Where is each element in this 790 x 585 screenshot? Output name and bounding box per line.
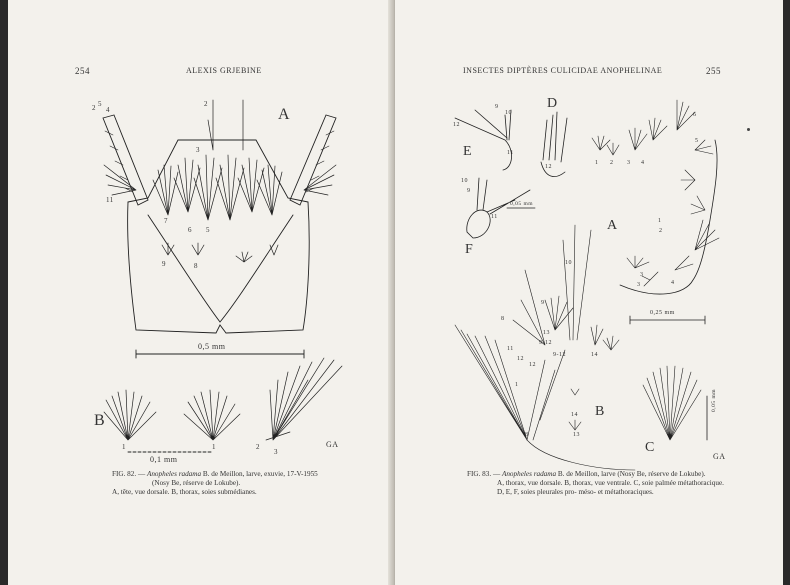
seta-number: 5: [695, 138, 699, 144]
seta-number: 9: [467, 188, 471, 194]
seta-number: 13: [573, 432, 580, 438]
seta-number: 11: [491, 214, 498, 220]
seta-number: 9: [162, 260, 166, 268]
seta-number: 11: [507, 346, 514, 352]
figure-82-caption: FIG. 82. — Anopheles radama B. de Meillon, larve, exuvie, 17-V-1955 (Nosy Be, réserve de Lokube). A, tête, vue dorsale. B, thorax, soies submédianes.: [112, 470, 382, 497]
seta-number: 4: [641, 160, 645, 166]
figure-83-caption: FIG. 83. — Anopheles radama B. de Meillon, larve (Nosy Be, réserve de Lokube). A, thorax, vue dorsale. B, thorax, vue ventrale. C, soie palmée métathoracique. D, E, F, soies pleurales pro- méso- et métathoraciques.: [467, 470, 777, 497]
seta-number: 8: [501, 316, 505, 322]
panel-label-A: A: [278, 106, 291, 123]
seta-number: 5: [206, 226, 210, 234]
seta-number: 3: [196, 146, 200, 154]
artist-initials: GA: [326, 440, 339, 449]
seta-number: 10: [565, 260, 572, 266]
panel-label-E: E: [463, 144, 473, 159]
seta-number: 4: [106, 106, 110, 114]
seta-number: 3: [274, 448, 278, 456]
caption-line3: A, tête, vue dorsale. B, thorax, soies submédianes.: [112, 488, 257, 496]
scale-label: 0,05 mm: [711, 388, 717, 412]
seta-number: 7: [164, 217, 168, 225]
seta-number: 4: [671, 280, 675, 286]
seta-number: 1: [122, 443, 126, 451]
artist-initials: GA: [713, 452, 726, 461]
seta-number: 2: [92, 104, 96, 112]
caption-label: FIG. 83.: [467, 470, 492, 478]
right-running-head: INSECTES DIPTÈRES CULICIDAE ANOPHELINAE: [463, 66, 663, 75]
panel-label-F: F: [465, 242, 474, 257]
caption-line2: A, thorax, vue dorsale. B, thorax, vue ventrale. C, soie palmée métathoracique.: [497, 479, 724, 487]
seta-number: 9: [495, 104, 499, 110]
seta-number: 11: [106, 196, 114, 204]
left-running-head: ALEXIS GRJEBINE: [186, 66, 262, 75]
seta-number: 10: [505, 110, 512, 116]
page-speck: [747, 128, 750, 131]
seta-number: 5: [98, 100, 102, 108]
seta-number: 11: [507, 150, 514, 156]
seta-number: 2: [204, 100, 208, 108]
seta-number: 3: [627, 160, 631, 166]
caption-label: FIG. 82.: [112, 470, 137, 478]
panel-label-A: A: [607, 218, 618, 233]
figure-82-drawing: [8, 0, 393, 585]
caption-line1: B. de Meillon, larve, exuvie, 17-V-1955: [202, 470, 318, 478]
left-page: [8, 0, 394, 585]
panel-label-C: C: [645, 440, 655, 455]
seta-number: 12: [529, 362, 536, 368]
scale-label-0-5mm: 0,5 mm: [198, 342, 226, 351]
left-page-number: 254: [75, 66, 90, 76]
seta-number: 3: [637, 282, 641, 288]
seta-number: 14: [571, 412, 578, 418]
caption-line3: D, E, F, soies pleurales pro- méso- et métathoraciques.: [497, 488, 654, 496]
seta-number: 12: [453, 122, 460, 128]
scale-label-0-1mm: 0,1 mm: [150, 455, 178, 464]
seta-number: 6: [693, 112, 697, 118]
seta-number: 12: [545, 164, 552, 170]
panel-label-D: D: [547, 96, 558, 111]
seta-number: 1: [595, 160, 599, 166]
seta-number: 1: [515, 382, 519, 388]
seta-number: 8: [194, 262, 198, 270]
panel-label-B: B: [595, 404, 605, 419]
seta-number: 13: [543, 330, 550, 336]
seta-number: 6: [188, 226, 192, 234]
seta-number: 1: [658, 218, 662, 224]
caption-species: Anopheles radama: [501, 470, 557, 478]
seta-number: 12: [517, 356, 524, 362]
caption-line1: B. de Meillon, larve (Nosy Be, réserve de Lokube).: [557, 470, 706, 478]
seta-number: 9-12: [539, 340, 552, 346]
right-page-number: 255: [706, 66, 721, 76]
scale-label: 0,05 mm: [510, 201, 534, 207]
right-page: [395, 0, 783, 585]
seta-number: 14: [591, 352, 598, 358]
seta-number: 8: [525, 432, 529, 438]
seta-number: 2: [256, 443, 260, 451]
scale-label: 0,25 mm: [650, 310, 675, 316]
caption-species: Anopheles radama: [146, 470, 202, 478]
seta-number: 9-12: [553, 352, 566, 358]
figure-83-drawing: [395, 0, 783, 585]
seta-number: 1: [212, 443, 216, 451]
panel-label-B: B: [94, 412, 106, 429]
seta-number: 2: [659, 228, 663, 234]
seta-number: 10: [461, 178, 468, 184]
seta-number: 9: [541, 300, 545, 306]
seta-number: 3: [640, 272, 644, 278]
seta-number: 2: [610, 160, 614, 166]
caption-line2: (Nosy Be, réserve de Lokube).: [152, 479, 241, 487]
